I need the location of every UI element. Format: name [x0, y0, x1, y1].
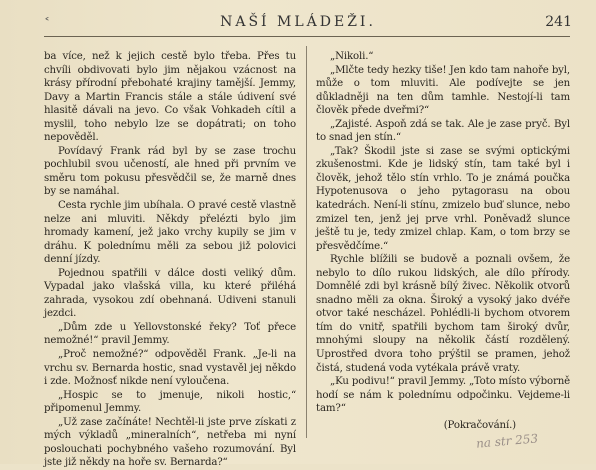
continuation-note: (Pokračování.) — [443, 419, 516, 431]
paragraph: Cesta rychle jim ubíhala. O pravé cestě vlastně nelze ani mluviti. Někdy přelézti bylo jim hromady kamení, jež jako vrchy kupily se jim v dráhu. K polednímu měli za sebou již polovici denní jízdy. — [44, 200, 296, 266]
corner-mark: ˂ — [44, 16, 50, 30]
paragraph: „Dům zde u Yellovstonské řeky? Toť přece nemožné!“ pravil Jemmy. — [44, 321, 296, 347]
paragraph: Povídavý Frank rád byl by se zase trochu pochlubil svou učeností, ale hned při prvním ve směru tom pokusu přesvědčil se, že marně dnes by se namáhal. — [44, 145, 296, 198]
paragraph: „Nikoli.“ — [330, 51, 374, 62]
column-divider — [306, 46, 307, 438]
paragraph: Pojednou spatřili v dálce dosti veliký dům. Vypadal jako vlašská villa, ku které přiléhá zahrada, vysokou zdí obehnaná. Udiveni stanuli jezdci. — [44, 267, 296, 320]
paragraph: „Mlčte tedy hezky tiše! Jen kdo tam nahoře byl, může o tom mluviti. Ale podívejte se jen důkladněji na ten dům tamhle. Nestojí-li tam člověk přede dveřmi?“ — [316, 64, 570, 117]
paragraph: ba více, než k jejich cestě bylo třeba. Přes tu chvíli obdivovati bylo jim nějakou vzácnost na krásy přírodní přebohaté krajiny tamější. Jemmy, Davy a Martin Francis stále a stále údivení své hlasitě dávali na jevo. Co však Vohkadeh cítil a myslil, toho nebylo lze se dopátrati; on toho nepověděl. — [44, 51, 296, 144]
paragraph: „Tak? Škodil jste si zase se svými optickými zkušenostmi. Kde je lidský stín, tam také byl i člověk, jehož tělo stín vrhlo. To je známá poučka Hypotenusova o jeho pytagorasu na obou katedrách. Není-li stínu, zmizelo buď slunce, nebo zmizel ten, jenž jej prve vrhl. Poněvadž slunce ještě tu je, tedy zmizel chlap. Kam, o tom brzy se přesvědčíme.“ — [316, 145, 570, 252]
page-number: 241 — [545, 14, 572, 30]
paragraph: Rychle blížili se budově a poznali ovšem, že nebylo to dílo rukou lidských, ale dílo přírody. Domnělé zdi byl krásně bílý živec. Několik otvorů snadno měli za okna. Široký a vysoký jako dvéře otvor také nescházel. Pohlédli-li bychom otvorem tím do vnitř, spatřili bychom tam široký dvůr, mnohými sloupy na několik částí rozdělený. Uprostřed dvora toho prýštil se pramen, jehož čistá, studená voda vytékala právě vraty. — [316, 254, 570, 374]
paragraph: „Zajisté. Aspoň zdá se tak. Ale je zase pryč. Byl to snad jen stín.“ — [316, 118, 570, 144]
page-header — [0, 14, 596, 34]
right-column — [316, 50, 570, 432]
paragraph: „Proč nemožné?“ odpověděl Frank. „Je-li na vrchu sv. Bernarda hostic, snad vystavěl jej někdo i zde. Možnosť nikde není vyloučena. — [44, 349, 296, 388]
paragraph: „Ku podivu!“ pravil Jemmy. „Toto místo výborně hodí se nám k polednímu odpočinku. Vejdeme-li tam?“ — [316, 376, 570, 415]
handwritten-note: na str 253 — [475, 431, 539, 451]
paragraph: „Hospic se to jmenuje, nikoli hostic,“ připomenul Jemmy. — [44, 389, 296, 415]
header-rule — [44, 36, 570, 37]
left-column — [44, 50, 296, 470]
running-title: NAŠÍ MLÁDEŽI. — [220, 14, 376, 30]
paragraph: „Už zase začínáte! Nechtěl-li jste prve získati z mých výkladů „mineralních“, netřeba mi nyní poslouchati pochybného vašeho rozumování. Byl jste již někdy na hoře sv. Bernarda?“ — [44, 416, 296, 469]
